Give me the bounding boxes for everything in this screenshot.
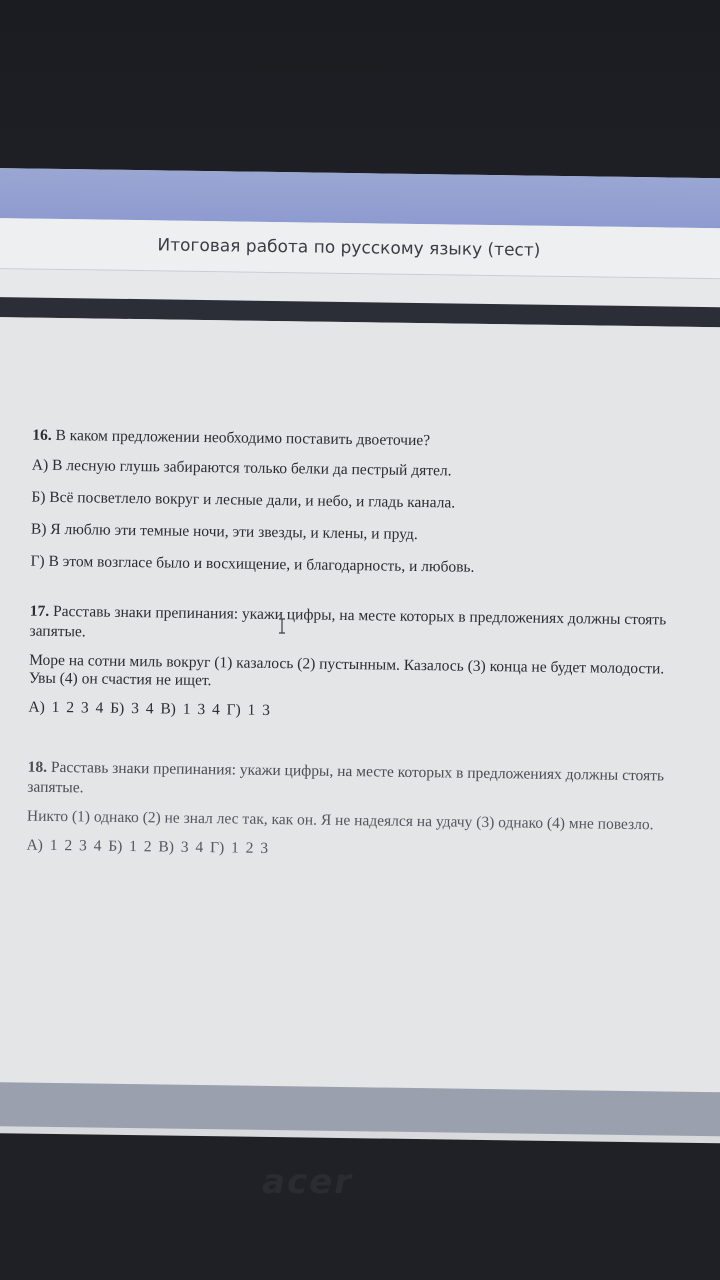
question-18-prompt: Расставь знаки препинания: укажи цифры, на месте которых в предложениях должны стоять запятые. (27, 758, 665, 797)
text-cursor-icon (278, 618, 286, 634)
question-16-header (32, 426, 687, 455)
question-17-number: 17. (29, 602, 50, 620)
acer-logo-icon: acer (262, 1162, 353, 1202)
question-17-answers[interactable]: А) 1 2 3 4 Б) 3 4 В) 1 3 4 Г) 1 3 (28, 698, 271, 719)
option-d[interactable]: Г) В этом возгласе было и восхищение, и благодарность, и любовь. (30, 552, 475, 576)
question-16 (30, 426, 687, 581)
option-b[interactable]: Б) Всё посветлело вокруг и лесные дали, и небо, и гладь канала. (31, 488, 456, 512)
test-content (26, 426, 687, 865)
test-page (0, 317, 720, 1093)
option-c[interactable]: В) Я люблю эти темные ночи, эти звезды, и клены, и пруд. (30, 520, 418, 544)
taskbar-strip (0, 1082, 720, 1137)
question-17-prompt: Расставь знаки препинания: укажи цифры, на месте которых в предложениях должны стоять запятые. (29, 602, 667, 641)
option-a[interactable]: А) В лесную глушь забираются только белки да пестрый дятел. (31, 456, 452, 480)
question-16-prompt: В каком предложении необходимо поставить двоеточие? (55, 426, 431, 450)
page-title: Итоговая работа по русскому языку (тест) (157, 235, 541, 261)
question-18-header (27, 758, 682, 807)
question-16-number: 16. (32, 426, 52, 444)
question-18 (26, 758, 682, 865)
monitor-screen (0, 168, 720, 1144)
question-18-answers[interactable]: А) 1 2 3 4 Б) 1 2 В) 3 4 Г) 1 2 3 (26, 836, 269, 857)
question-18-number: 18. (27, 758, 48, 776)
question-17 (28, 602, 685, 727)
question-17-header (29, 602, 684, 651)
question-17-text: Море на сотни миль вокруг (1) казалось (2) пустынным. Казалось (3) конца не будет молодости. Увы (4) он счастия не ищет. (28, 651, 665, 690)
question-18-text: Никто (1) однако (2) не знал лес так, как он. Я не надеялся на удачу (3) однако (4) мне повезло. (26, 807, 654, 834)
